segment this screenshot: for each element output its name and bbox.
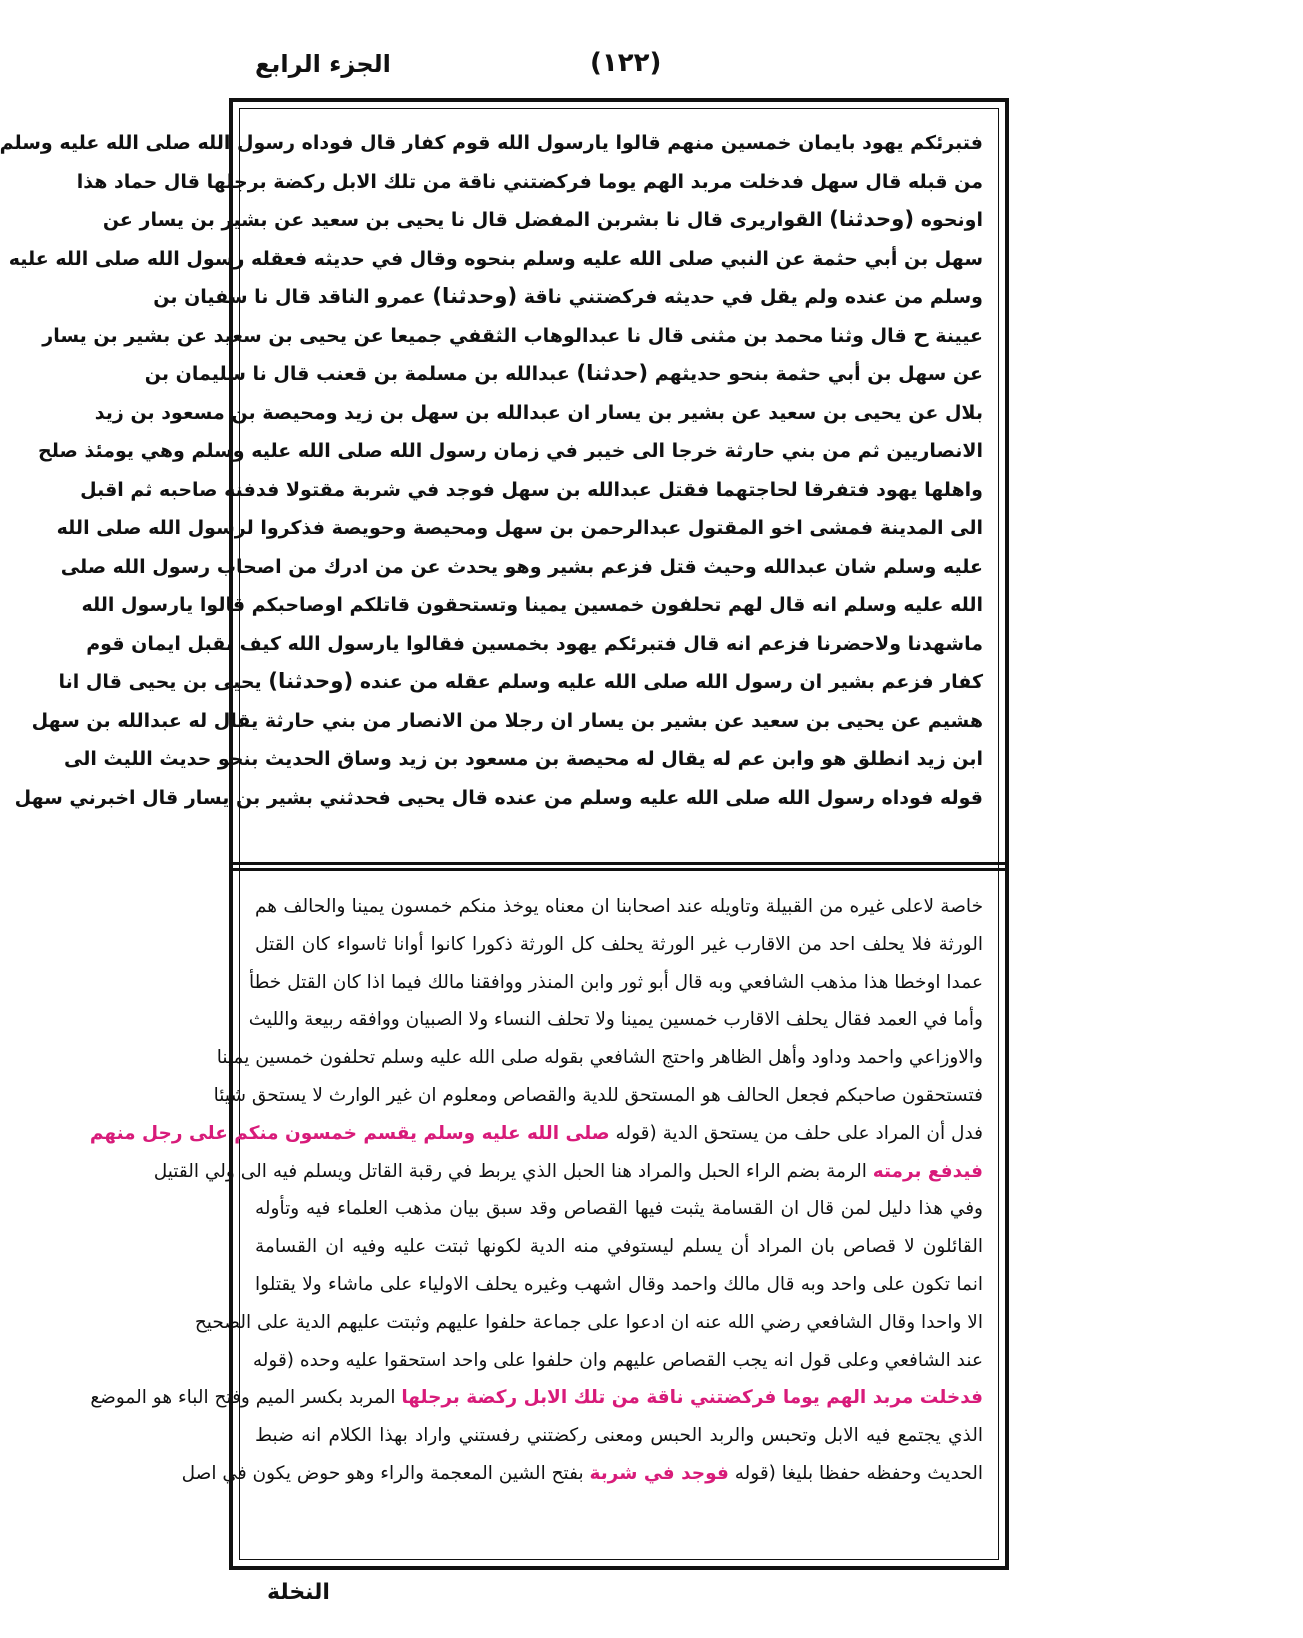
text-line [216, 1039, 983, 1077]
text-segment: كفار فزعم بشير ان رسول الله صلى الله عليه وسلم عقله من عنده [353, 671, 983, 693]
text-segment: ابن زيد انطلق هو وابن عم له يقال له محيصة بن مسعود بن زيد وساق الحديث بنحو حديث الليث الى [64, 748, 983, 770]
text-line [255, 1190, 983, 1228]
text-segment: القائلون لا قصاص بان المراد أن يسلم ليستوفي منه الدية لكونها ثبتت عليه وفيه ان القسامة [255, 1236, 983, 1258]
page-frame [0, 98, 1009, 1570]
text-segment: قال وثنا محمد بن مثنى قال نا عبدالوهاب الثقفي جميعا عن يحيى بن سعيد عن بشير بن يسار [42, 324, 914, 347]
isnad-keyword: (وحدثنا) [829, 207, 915, 232]
text-segment: قوله فوداه رسول الله صلى الله عليه وسلم من عنده قال يحيى فحدثني بشير بن يسار قال اخبرني سهل [14, 786, 983, 809]
text-segment: واهلها يهود فتفرقا لحاجتهما فقتل عبدالله بن سهل فوجد في شربة مقتولا فدفنه صاحبه ثم اقبل [80, 478, 983, 501]
text-line [255, 926, 983, 964]
text-line [14, 779, 983, 818]
text-line [255, 1228, 983, 1266]
running-head-volume: الجزء الرابع [255, 50, 391, 78]
text-segment: انما تكون على واحد وبه قال مالك واحمد وقال اشهب وغيره يحلف الاولياء على ماشاء ولا يقتلوا [255, 1273, 983, 1295]
text-segment: والاوزاعي واحمد وداود وأهل الظاهر واحتج الشافعي بقوله صلى الله عليه وسلم تحلفون خمسين يمينا [216, 1047, 983, 1069]
text-segment: الذي يجتمع فيه الابل وتحبس والربد الحبس ومعنى ركضتني رفستني واراد بهذا الكلام انه ضبط [255, 1425, 983, 1447]
highlighted-lemma: فدخلت مربد الهم يوما فركضتني ناقة من تلك الابل ركضة برجلها [401, 1387, 983, 1409]
text-line [248, 964, 983, 1002]
text-segment: عليه وسلم شان عبدالله وحيث قتل فزعم بشير وهو يحدث عن من ادرك من اصحاب رسول الله صلى [60, 555, 983, 578]
text-segment: الانصاريين ثم من بني حارثة خرجا الى خيبر في زمان رسول الله صلى الله عليه وسلم وهي يومئذ صلح [38, 440, 983, 462]
text-line [60, 548, 983, 587]
text-segment: الرمة بضم الراء الحبل والمراد هنا الحبل الذي يربط في رقبة القاتل ويسلم فيه الى ولي القتيل [153, 1160, 873, 1182]
text-line [80, 471, 983, 510]
text-segment: وأما في العمد فقال يحلف الاقارب خمسين يمينا ولا تحلف النساء ولا الصبيان ووافقه ربيعة والليث [248, 1009, 983, 1031]
text-segment: عند الشافعي وعلى قول انه يجب القصاص عليهم وان حلفوا على واحد استحقوا عليه وحده (قوله [252, 1349, 983, 1371]
text-line [213, 1077, 983, 1115]
text-segment: الا واحدا وقال الشافعي رضي الله عنه ان ادعوا على جماعة حلفوا عليهم وثبتت عليهم الدية على الصحيح [194, 1311, 983, 1333]
text-segment: عن سهل بن أبي حثمة بنحو حديثهم [648, 363, 983, 385]
text-segment: وفي هذا دليل لمن قال ان القسامة يثبت فيها القصاص وقد سبق بيان مذهب العلماء فيه وتأوله [255, 1198, 983, 1220]
page-number: (١٢٢) [590, 48, 662, 78]
text-segment: بفتح الشين المعجمة والراء وهو حوض يكون في اصل [181, 1462, 590, 1484]
isnad-keyword: (وحدثنا) [268, 669, 354, 694]
highlighted-lemma: صلى الله عليه وسلم يقسم خمسون منكم على رجل منهم [89, 1122, 610, 1144]
text-segment: عيينة [928, 324, 983, 347]
text-segment: عبدالله بن مسلمة بن قعنب قال نا سليمان بن [144, 363, 577, 385]
highlighted-lemma: فوجد في شربة [589, 1462, 729, 1484]
text-segment: فتستحقون صاحبكم فجعل الحالف هو المستحق للدية والقصاص ومعلوم ان غير الوارث لا يستحق شيئا [213, 1084, 983, 1106]
text-line [81, 586, 983, 625]
text-segment: القواريرى قال نا بشربن المفضل قال نا يحيى بن سعيد عن بشير بن يسار عن [102, 209, 830, 231]
isnad-keyword: (حدثنا) [576, 361, 649, 386]
text-segment: اونحوه [914, 209, 983, 231]
commentary-text [89, 888, 983, 1493]
text-line [153, 1153, 983, 1191]
text-segment: ماشهدنا ولاحضرنا فزعم انه قال فتبرئكم يهود بخمسين فقالوا يارسول الله كيف نقبل ايمان قوم [86, 632, 983, 655]
text-line [194, 1304, 983, 1342]
text-line [255, 1417, 983, 1455]
text-segment: هشيم عن يحيى بن سعيد عن بشير بن يسار ان رجلا من الانصار من بني حارثة يقال له عبدالله بن سهل [31, 709, 983, 732]
text-line [56, 509, 983, 548]
text-segment: وسلم من عنده ولم يقل في حديثه فركضتني ناقة [517, 286, 983, 308]
isnad-keyword: (وحدثنا) [432, 284, 518, 309]
text-segment: الحديث وحفظه حفظا بليغا (قوله [728, 1462, 983, 1484]
hadith-main-text [0, 124, 983, 817]
text-line [102, 201, 983, 240]
text-line [42, 317, 983, 356]
text-line [153, 278, 983, 317]
text-segment: الورثة فلا يحلف احد من الاقارب غير الورثة يحلف كل الورثة ذكورا كانوا أوانا ثاسواء كان القتل [255, 933, 983, 955]
text-line [255, 888, 983, 926]
text-segment: سهل بن أبي حثمة عن النبي صلى الله عليه وسلم بنحوه وقال في حديثه فعقله رسول الله صلى الله عليه [8, 247, 983, 270]
text-segment: بلال عن يحيى بن سعيد عن بشير بن يسار ان عبدالله بن سهل بن زيد ومحيصة بن مسعود بن زيد [94, 401, 983, 424]
text-segment: عمرو الناقد قال نا سفيان بن [153, 286, 433, 308]
text-line [76, 163, 983, 202]
text-line [252, 1342, 983, 1380]
text-segment: فدل أن المراد على حلف من يستحق الدية (قوله [609, 1122, 983, 1144]
isnad-keyword: ح [913, 322, 929, 348]
text-line [255, 1266, 983, 1304]
text-line [64, 740, 983, 779]
text-line [8, 240, 983, 279]
text-line [58, 663, 983, 702]
text-line [89, 1115, 983, 1153]
text-segment: الى المدينة فمشى اخو المقتول عبدالرحمن بن سهل ومحيصة وحويصة فذكروا لرسول الله صلى الله [56, 517, 983, 539]
text-line [144, 355, 983, 394]
text-line [90, 1379, 983, 1417]
text-segment: يحيى بن يحيى قال انا [58, 671, 269, 693]
page-header [145, 44, 1303, 94]
text-segment: عمدا اوخطا هذا مذهب الشافعي وبه قال أبو ثور وابن المنذر ووافقنا مالك فيما اذا كان القتل خطأ [248, 971, 983, 993]
text-line [86, 625, 983, 664]
text-segment: خاصة لاعلى غيره من القبيلة وتاويله عند اصحابنا ان معناه يوخذ منكم خمسون يمينا والحالف هم [255, 896, 983, 917]
text-line [38, 432, 983, 471]
section-divider [233, 862, 1005, 871]
catchword: النخلة [267, 1580, 330, 1605]
text-segment: فتبرئكم يهود بايمان خمسين منهم قالوا يارسول الله قوم كفار قال فوداه رسول الله صلى الله عليه وسلم [0, 132, 983, 154]
text-line [94, 394, 983, 433]
text-line [31, 702, 983, 741]
text-segment: من قبله قال سهل فدخلت مربد الهم يوما فركضتني ناقة من تلك الابل ركضة برجلها قال حماد هذا [76, 170, 983, 193]
highlighted-lemma: فيدفع برمته [872, 1160, 983, 1182]
text-line [248, 1001, 983, 1039]
text-line [0, 124, 983, 163]
text-segment: المربد بكسر الميم وفتح الباء هو الموضع [90, 1387, 402, 1409]
text-line [181, 1455, 983, 1493]
text-segment: الله عليه وسلم انه قال لهم تحلفون خمسين يمينا وتستحقون قاتلكم اوصاحبكم قالوا يارسول الله [81, 594, 983, 616]
